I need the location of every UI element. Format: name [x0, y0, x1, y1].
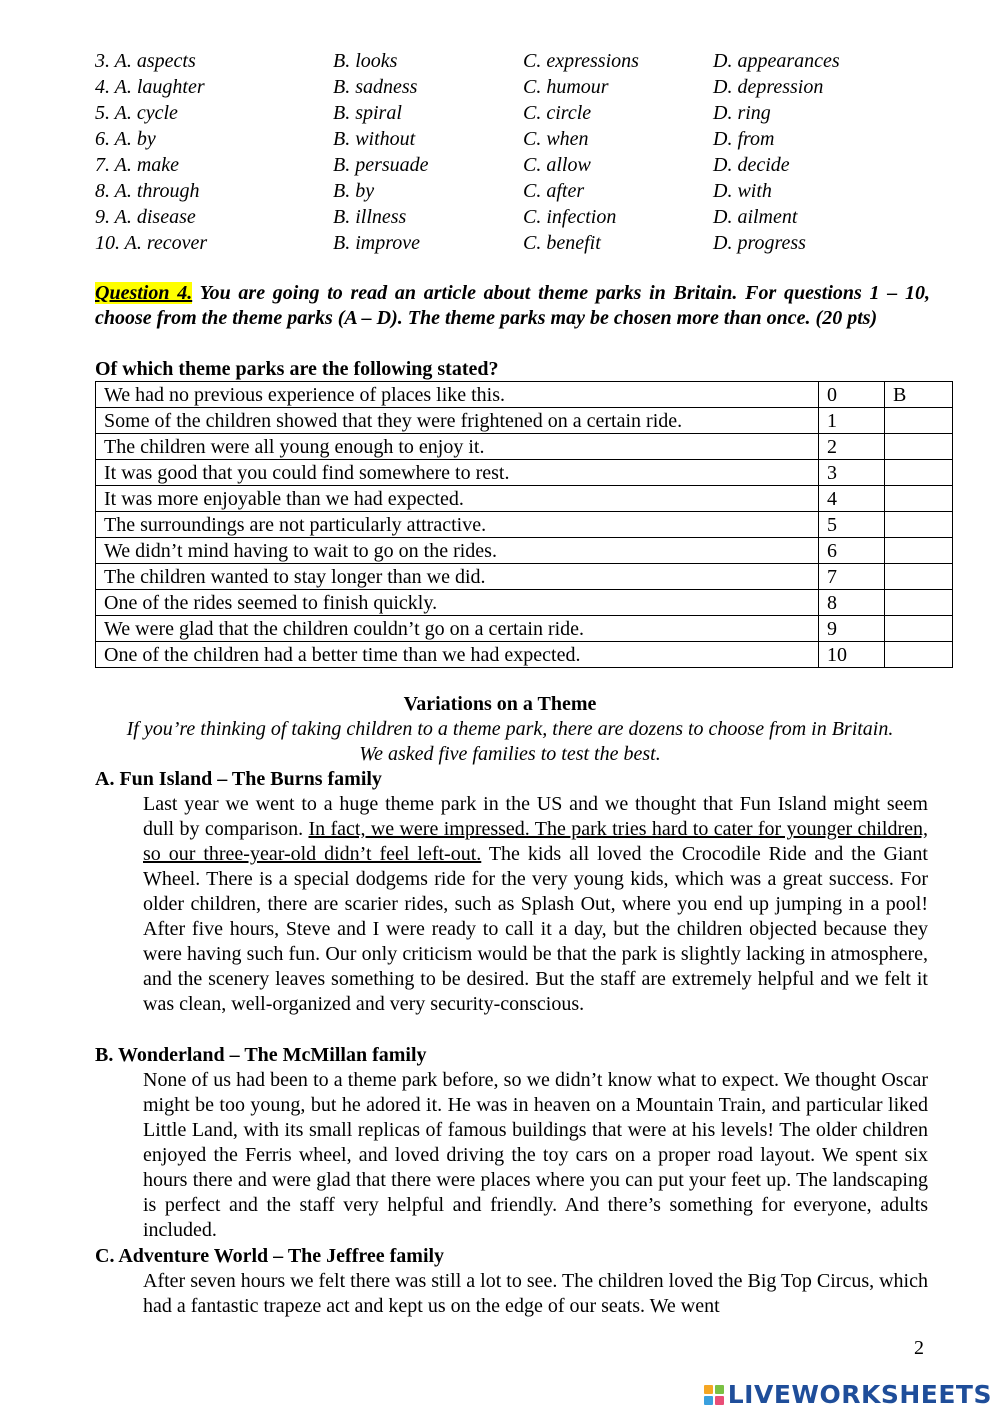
- option-c: C. infection: [523, 206, 617, 228]
- page-number: 2: [914, 1337, 924, 1359]
- logo-tile: [704, 1385, 713, 1394]
- logo-tile: [715, 1396, 724, 1405]
- answer-cell[interactable]: [885, 564, 953, 590]
- brand-name: LIVEWORKSHEETS: [727, 1380, 992, 1409]
- answer-cell[interactable]: [885, 486, 953, 512]
- answer-cell[interactable]: [885, 538, 953, 564]
- option-b: B. illness: [333, 206, 407, 228]
- statements-table: [95, 381, 953, 668]
- statement-number: 6: [819, 538, 885, 564]
- answer-cell[interactable]: [885, 512, 953, 538]
- table-row: [96, 382, 953, 408]
- option-row: [95, 230, 913, 256]
- statement-number: 5: [819, 512, 885, 538]
- table-row: [96, 538, 953, 564]
- answer-cell[interactable]: [885, 460, 953, 486]
- answer-cell[interactable]: [885, 434, 953, 460]
- option-b: B. spiral: [333, 102, 402, 124]
- answer-cell[interactable]: [885, 590, 953, 616]
- option-c: C. after: [523, 180, 585, 202]
- statement-text: Some of the children showed that they were frightened on a certain ride.: [96, 408, 819, 434]
- table-row: [96, 642, 953, 668]
- table-row: [96, 616, 953, 642]
- table-row: [96, 512, 953, 538]
- statement-text: The surroundings are not particularly attractive.: [96, 512, 819, 538]
- table-row: [96, 460, 953, 486]
- option-b: B. by: [333, 180, 375, 202]
- options-block: [95, 48, 913, 256]
- option-c: C. when: [523, 128, 589, 150]
- statement-number: 7: [819, 564, 885, 590]
- option-b: B. looks: [333, 50, 398, 72]
- option-c: C. allow: [523, 154, 591, 176]
- option-a: 9. A. disease: [95, 206, 196, 228]
- option-d: D. appearances: [713, 50, 840, 72]
- liveworksheets-logo-icon: [704, 1385, 724, 1405]
- logo-tile: [715, 1385, 724, 1394]
- answer-cell[interactable]: [885, 642, 953, 668]
- statement-text: We didn’t mind having to wait to go on the rides.: [96, 538, 819, 564]
- answer-cell[interactable]: [885, 408, 953, 434]
- table-row: [96, 408, 953, 434]
- section-a-text-end: The kids all loved the Crocodile Ride and the Giant Wheel. There is a special dodgems ride for the very young kids, which was a great success. For older children, there are scarier rides, such as Splash Out, where you end up jumping in a pool! After five hours, Steve and I were ready to call it a day, but the children objected because they were having such fun. Our only criticism would be that the park is slightly lacking in atmosphere, and the scenery leaves something to be desired. But the staff are extremely helpful and we felt it was clean, well-organized and very security-conscious.: [143, 843, 928, 1015]
- section-a-heading: A. Fun Island – The Burns family: [95, 768, 382, 790]
- option-d: D. depression: [713, 76, 824, 98]
- table-row: [96, 434, 953, 460]
- question-4-text: You are going to read an article about theme parks in Britain. For questions 1 – 10, choose from the theme parks (A – D). The theme parks may be chosen more than once. (20 pts): [95, 282, 931, 329]
- statement-number: 2: [819, 434, 885, 460]
- option-b: B. sadness: [333, 76, 418, 98]
- section-a-body: [143, 792, 928, 1017]
- option-row: [95, 204, 913, 230]
- option-d: D. progress: [713, 232, 806, 254]
- statement-text: One of the children had a better time than we had expected.: [96, 642, 819, 668]
- brand-footer[interactable]: [704, 1380, 992, 1409]
- option-d: D. with: [713, 180, 772, 202]
- option-c: C. humour: [523, 76, 609, 98]
- statement-text: The children were all young enough to enjoy it.: [96, 434, 819, 460]
- section-b-heading: B. Wonderland – The McMillan family: [95, 1044, 427, 1066]
- option-c: C. benefit: [523, 232, 601, 254]
- article-intro: If you’re thinking of taking children to a theme park, there are dozens to choose from in Britain. We asked five families to test the best.: [126, 718, 894, 765]
- statement-text: We were glad that the children couldn’t go on a certain ride.: [96, 616, 819, 642]
- statement-number: 0: [819, 382, 885, 408]
- section-b-body: None of us had been to a theme park before, so we didn’t know what to expect. We thought Oscar might be too young, but he adored it. He was in heaven on a Mountain Train, and particular liked Little Land, with its small replicas of famous buildings that were at his levels! The older children enjoyed the Ferris wheel, and loved driving the toy cars on a proper road layout. We spent six hours there and were glad that there were places where you can put your feet up. The landscaping is perfect and the staff very helpful and friendly. And there’s something for everyone, adults included.: [143, 1069, 928, 1241]
- option-a: 3. A. aspects: [95, 50, 196, 72]
- statement-number: 4: [819, 486, 885, 512]
- statement-number: 1: [819, 408, 885, 434]
- statement-text: It was more enjoyable than we had expected.: [96, 486, 819, 512]
- option-d: D. decide: [713, 154, 790, 176]
- option-b: B. persuade: [333, 154, 429, 176]
- statement-text: It was good that you could find somewhere to rest.: [96, 460, 819, 486]
- statement-number: 9: [819, 616, 885, 642]
- option-a: 7. A. make: [95, 154, 180, 176]
- option-a: 8. A. through: [95, 180, 200, 202]
- option-c: C. expressions: [523, 50, 639, 72]
- option-a: 6. A. by: [95, 128, 156, 150]
- answer-cell[interactable]: [885, 616, 953, 642]
- table-row: [96, 486, 953, 512]
- section-a-text-start: Last year we went to a huge theme park in the US and we thought that Fun Island might seem dull by comparison.: [143, 793, 928, 840]
- question-4-label: Question 4.: [95, 282, 193, 304]
- option-c: C. circle: [523, 102, 592, 124]
- statement-text: One of the rides seemed to finish quickly.: [96, 590, 819, 616]
- option-row: [95, 152, 913, 178]
- option-row: [95, 74, 913, 100]
- statement-text: The children wanted to stay longer than we did.: [96, 564, 819, 590]
- statement-number: 10: [819, 642, 885, 668]
- article-title: Variations on a Theme: [403, 693, 597, 715]
- option-a: 5. A. cycle: [95, 102, 178, 124]
- option-b: B. improve: [333, 232, 421, 254]
- option-d: D. from: [713, 128, 775, 150]
- option-a: 10. A. recover: [95, 232, 208, 254]
- option-row: [95, 100, 913, 126]
- logo-tile: [704, 1396, 713, 1405]
- option-row: [95, 48, 913, 74]
- table-row: [96, 564, 953, 590]
- option-a: 4. A. laughter: [95, 76, 205, 98]
- statement-number: 8: [819, 590, 885, 616]
- section-c-body: After seven hours we felt there was still a lot to see. The children loved the Big Top Circus, which had a fantastic trapeze act and kept us on the edge of our seats. We went: [143, 1270, 928, 1317]
- option-d: D. ailment: [713, 206, 798, 228]
- section-c-heading: C. Adventure World – The Jeffree family: [95, 1245, 445, 1267]
- question-4-instruction: [95, 281, 930, 331]
- statement-text: We had no previous experience of places like this.: [96, 382, 819, 408]
- option-b: B. without: [333, 128, 416, 150]
- question-4-subheading: Of which theme parks are the following stated?: [95, 358, 499, 380]
- option-d: D. ring: [713, 102, 771, 124]
- table-row: [96, 590, 953, 616]
- option-row: [95, 178, 913, 204]
- answer-cell[interactable]: B: [885, 382, 953, 408]
- option-row: [95, 126, 913, 152]
- section-a-underlined-text: In fact, we were impressed. The park tries hard to cater for younger children, so our three-year-old didn’t feel left-out.: [143, 818, 928, 865]
- statement-number: 3: [819, 460, 885, 486]
